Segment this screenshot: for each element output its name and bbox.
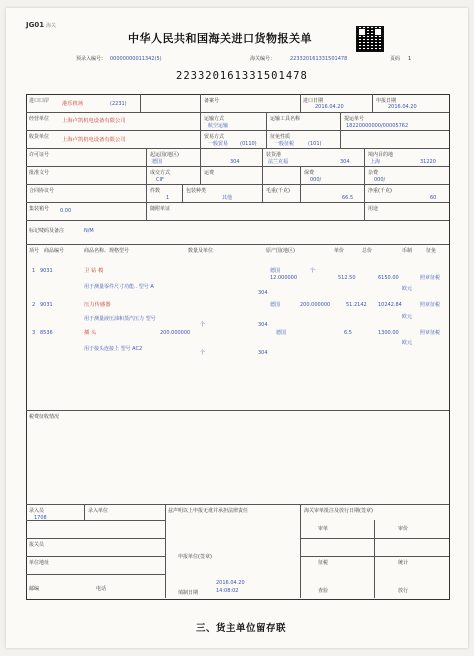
freight-label: 运费 — [204, 170, 215, 176]
goods-row-name: 卫 钻 模 — [84, 268, 104, 274]
form-code: JG01 — [26, 21, 45, 29]
entry-unit-label: 录入单位 — [88, 508, 109, 514]
record-no-label: 备案号 — [204, 98, 220, 104]
goods-row-country: 德国 — [270, 302, 281, 308]
form-title: 中华人民共和国海关进口货物报关单 — [128, 32, 312, 45]
goods-row-qty: 200.000000 — [160, 330, 191, 336]
entry-port-value: 港乐机场 — [62, 101, 84, 107]
trans-terms-value: CIF — [156, 177, 164, 183]
misc-label: 杂费 — [368, 170, 379, 176]
review-price-label: 审价 — [398, 526, 409, 532]
misc-value: 000/ — [374, 177, 386, 183]
customs-review-label: 海关审单批注及放行日期(签章) — [304, 508, 373, 514]
container-label: 集装箱号 — [29, 206, 50, 212]
port-label: 装货港 — [266, 152, 282, 158]
goods-header-qty: 数量及单位 — [188, 248, 214, 254]
declare-statement: 兹声明以上申报无讹并承担法律责任 — [168, 508, 249, 514]
tax-label: 税费征收情况 — [29, 414, 60, 420]
goods-row-no: 2 — [32, 302, 36, 308]
trade-mode-code: (0110) — [240, 141, 257, 147]
use-label: 用途 — [368, 206, 379, 212]
goods-row-unit: 个 — [310, 268, 316, 274]
license-label: 许可证号 — [29, 152, 50, 158]
gross-value: 66.5 — [342, 195, 354, 201]
insurance-value: 000/ — [310, 177, 322, 183]
origin-country-code: 304 — [230, 159, 240, 165]
trans-terms-label: 成交方式 — [150, 170, 171, 176]
goods-row-total: 6150.00 — [378, 275, 399, 281]
form-code-suffix: 海关 — [46, 23, 57, 29]
packing-value: 其他 — [222, 195, 233, 201]
goods-row-levy: 照章征税 — [420, 275, 441, 281]
marks-value: N/M — [84, 228, 94, 234]
declare-date-label: 申报日期 — [376, 98, 397, 104]
goods-header-name: 商品名称、规格型号 — [84, 248, 130, 254]
goods-row-spec: 用于测量零件尺寸功能.. 型号 A — [84, 284, 154, 290]
page-label: 页码 — [390, 56, 401, 62]
net-label: 净重(千克) — [368, 188, 392, 194]
entry-port-label: 进口口岸 — [29, 98, 50, 104]
goods-header-currency: 币制 — [402, 248, 413, 254]
declare-unit-label: 申报单位(签章) — [178, 554, 212, 560]
dest-label: 境内目的地 — [368, 152, 394, 158]
pre-entry-value: 00000000011342(5) — [110, 56, 162, 62]
import-date-label: 进口日期 — [303, 98, 324, 104]
goods-header-price: 单价 — [334, 248, 345, 254]
qr-code-icon — [356, 26, 384, 52]
inspect-label: 查验 — [318, 588, 329, 594]
release-label: 放行 — [398, 588, 409, 594]
goods-row-currency: 欧元 — [402, 314, 413, 320]
goods-row-qty: 12.000000 — [270, 275, 298, 281]
fill-date-label: 填制日期 — [178, 590, 199, 596]
trade-mode-value: 一般贸易 — [208, 141, 229, 147]
goods-row-hs: 9031 — [40, 302, 53, 308]
goods-row-country-code: 304 — [258, 322, 268, 328]
goods-row-hs: 9031 — [40, 268, 53, 274]
copy-label: 三、货主单位留存联 — [196, 623, 287, 634]
declarant-label: 报关员 — [29, 542, 45, 548]
contract-label: 合同协议号 — [29, 188, 55, 194]
net-value: 60 — [430, 195, 437, 201]
bill-no-value: 18220000000/00005762 — [346, 123, 409, 129]
tax-nature-label: 征免性质 — [270, 134, 291, 140]
operator-label: 经营单位 — [29, 116, 50, 122]
port-value: 法兰克福 — [268, 159, 289, 165]
phone-label: 电话 — [96, 586, 107, 592]
pieces-value: 1 — [166, 195, 170, 201]
barcode-number: 223320161331501478 — [176, 70, 308, 82]
origin-country-value: 德国 — [152, 159, 163, 165]
goods-header-no: 项号 — [29, 248, 40, 254]
goods-header-country: 原产国(地区) — [266, 248, 295, 254]
goods-row-price: 512.50 — [338, 275, 356, 281]
goods-row-total: 1300.00 — [378, 330, 399, 336]
postcode-label: 邮编 — [29, 586, 40, 592]
goods-row-country-code: 304 — [258, 290, 268, 296]
stats-label: 统计 — [398, 560, 409, 566]
customs-no-value: 223320161331501478 — [290, 56, 348, 62]
goods-row-price: 6.5 — [344, 330, 352, 336]
entry-port-code: (2231) — [110, 101, 127, 107]
tax-nature-code: (101) — [308, 141, 322, 147]
goods-row-qty: 200.000000 — [300, 302, 331, 308]
levy-label: 征税 — [318, 560, 329, 566]
dest-code: 31220 — [420, 159, 436, 165]
goods-row-no: 3 — [32, 330, 36, 336]
goods-header-levy: 征免 — [426, 248, 437, 254]
gross-label: 毛重(千克) — [266, 188, 290, 194]
insurance-label: 保费 — [304, 170, 315, 176]
page-value: 1 — [408, 56, 412, 62]
goods-row-no: 1 — [32, 268, 36, 274]
origin-country-label: 起运国(地区) — [150, 152, 179, 158]
import-date-value: 2016.04.20 — [315, 104, 344, 110]
marks-label: 标记唛码及备注 — [29, 228, 65, 234]
goods-row-name: 压力传感器 — [84, 302, 111, 308]
goods-row-spec: 用于接头连接上 型号 AC2 — [84, 346, 143, 352]
port-code: 304 — [340, 159, 350, 165]
goods-header-hs: 商品编号 — [44, 248, 65, 254]
dest-value: 上海 — [370, 159, 381, 165]
goods-row-currency: 欧元 — [402, 286, 413, 292]
consignee-label: 收货单位 — [29, 134, 50, 140]
tax-nature-value: 一般征税 — [274, 141, 295, 147]
trade-mode-label: 贸易方式 — [204, 134, 225, 140]
declare-date-value: 2016.04.20 — [388, 104, 417, 110]
declare-time-stamp: 14:08:02 — [216, 588, 239, 594]
transport-mode-label: 运输方式 — [204, 116, 225, 122]
reviewer-label: 审单 — [318, 526, 329, 532]
bill-no-label: 提运单号 — [344, 116, 365, 122]
goods-row-currency: 欧元 — [402, 340, 413, 346]
goods-row-levy: 照章征税 — [420, 302, 441, 308]
declare-date-stamp: 2016.04.20 — [216, 580, 245, 586]
consignee-value: 上海卢凯机电设备有限公司 — [62, 137, 126, 143]
approval-label: 批准文号 — [29, 170, 50, 176]
customs-no-label: 海关编号： — [250, 56, 276, 62]
goods-row-name: 插 头 — [84, 330, 97, 336]
docs-label: 随附单证 — [150, 206, 171, 212]
operator-value: 上海卢凯机电设备有限公司 — [62, 118, 126, 124]
goods-row-total: 10242.84 — [378, 302, 402, 308]
goods-row-unit: 个 — [200, 350, 206, 356]
packing-label: 包装种类 — [186, 188, 207, 194]
pre-entry-label: 预录入编号： — [76, 56, 107, 62]
goods-row-unit: 个 — [200, 322, 206, 328]
goods-row-country: 德国 — [276, 330, 287, 336]
goods-row-spec: 用于测量液压油和蒸汽压力 型号 — [84, 316, 156, 322]
goods-row-levy: 照章征税 — [420, 330, 441, 336]
goods-row-price: 51.2142 — [346, 302, 367, 308]
entry-person-label: 录入员 — [29, 508, 45, 514]
transport-mode-value: 航空运输 — [208, 123, 229, 129]
transport-tool-label: 运输工具名称 — [270, 116, 301, 122]
unit-address-label: 单位地址 — [29, 560, 50, 566]
goods-row-hs: 8536 — [40, 330, 53, 336]
container-value: 0.00 — [60, 208, 72, 214]
pieces-label: 件数 — [150, 188, 161, 194]
goods-row-country-code: 304 — [258, 350, 268, 356]
entry-person-value: 1708 — [34, 515, 47, 521]
goods-header-total: 总价 — [362, 248, 373, 254]
goods-row-country: 德国 — [270, 268, 281, 274]
